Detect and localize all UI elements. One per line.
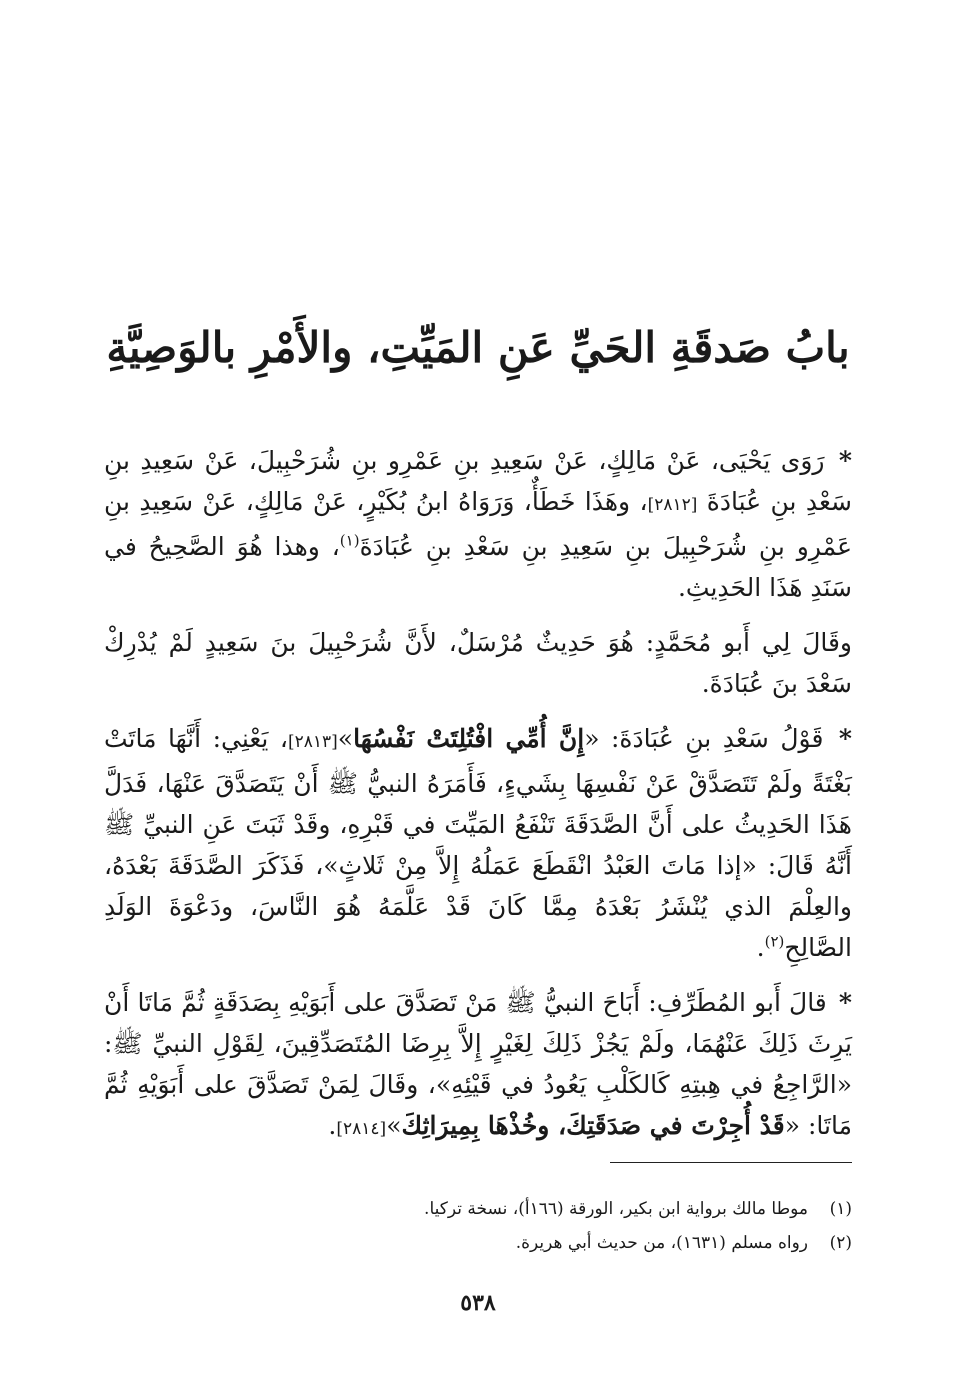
paragraph-text: وقَالَ لِي أَبو مُحَمَّدٍ: هُوَ حَدِيثٌ مُرْسَلٌ، لأَنَّ شُرَحْبِيلَ بنَ سَعِيدٍ لَمْ يُدْرِكْ سَعْدَ بنَ عُبَادَةَ.: [104, 628, 852, 698]
paragraph-text: ، وهذا هُوَ الصَّحِيحُ في سَنَدِ هَذَا الحَدِيثِ.: [104, 532, 852, 602]
paragraph-1: [104, 440, 852, 608]
footnotes: [104, 1192, 852, 1260]
paragraph-text: .: [756, 933, 765, 962]
body-text: [104, 440, 852, 1164]
paragraph-2: [104, 622, 852, 704]
footnote-marker[interactable]: (٢): [764, 932, 785, 951]
footnote-text: رواه مسلم (١٦٣١)، من حديث أبي هريرة.: [515, 1233, 808, 1253]
paragraph-marker: *: [838, 988, 852, 1017]
paragraph-text: ، وهَذَا خَطَأٌ، وَرَوَاهُ ابنُ بُكَيْرٍ، عَنْ مَالِكٍ، عَنْ سَعِيدِ بنِ عَمْرِو بنِ شُرَحْبِيلَ بنِ سَعِيدِ بنِ سَعْدِ بنِ عُبَادَةَ: [104, 487, 852, 561]
footnote-divider: [610, 1162, 852, 1163]
footnote-number: (٢): [829, 1233, 852, 1253]
hadith-quote: قَدْ أُجِرْتَ في صَدَقَتِكَ، وخُذْهَا بِمِيرَاثِكَ: [401, 1111, 785, 1140]
paragraph-marker: *: [838, 446, 852, 475]
chapter-title: بابُ صَدقَةِ الحَيِّ عَنِ المَيِّتِ، والأَمْرِ بالوَصِيَّةِ: [106, 323, 850, 372]
hadith-reference: [٢٨١٢]: [647, 495, 698, 515]
paragraph-text: قَوْلُ سَعْدِ بنِ عُبَادَةَ: «: [584, 724, 824, 753]
footnote-2: [104, 1226, 852, 1260]
paragraph-marker: *: [838, 724, 852, 753]
page-number: ٥٣٨: [460, 1290, 496, 1316]
paragraph-text: ، يَعْنِي: أَنَّهَا مَاتَتْ بَغْتَةً ولَمْ تَتَصَدَّقْ عَنْ نَفْسِهَا بِشَيءٍ، فَأَمَرَهُ النبيُّ ﷺ أَنْ يَتَصَدَّقَ عَنْهَا، فَدَلَّ هَذَا الحَدِيثُ على أَنَّ الصَّدَقَةَ تَنْفَعُ المَيِّتَ في قَبْرِهِ، وقَدْ ثَبَتَ عَنِ النبيِّ ﷺ أَنَّهُ قَالَ: «إذا مَاتَ العَبْدُ انْقَطَعَ عَمَلُهُ إِلاَّ مِنْ ثَلاثٍ»، فَذَكَرَ الصَّدَقَةَ بَعْدَهُ، والعِلْمَ الذي يُنْشَرُ بَعْدَهُ مِمَّا كَانَ قَدْ عَلَّمَهُ هُوَ النَّاسَ، ودَعْوَةَ الوَلَدِ الصَّالِحِ: [104, 724, 852, 962]
paragraph-text: .: [328, 1111, 337, 1140]
footnote-number: (١): [829, 1199, 852, 1219]
paragraph-3: [104, 718, 852, 968]
quote-close: »: [337, 724, 354, 753]
footnote-text: موطا مالك برواية ابن بكير، الورقة (١٦٦أ)، نسخة تركيا.: [424, 1199, 808, 1219]
hadith-quote: إِنَّ أُمِّي افْتُلِتَتْ نَفْسُهَا: [353, 724, 585, 753]
footnote-marker[interactable]: (١): [339, 531, 360, 550]
hadith-reference: [٢٨١٣]: [287, 732, 338, 752]
paragraph-4: [104, 982, 852, 1150]
hadith-reference: [٢٨١٤]: [336, 1119, 387, 1139]
paragraph-text: رَوَى يَحْيَى، عَنْ مَالِكٍ، عَنْ سَعِيدِ بنِ عَمْرِو بنِ شُرَحْبِيلَ، عَنْ سَعِيدِ بنِ سَعْدِ بنِ عُبَادَةَ: [104, 446, 852, 516]
quote-close: »: [386, 1111, 402, 1140]
paragraph-text: قالَ أَبو المُطَرِّفِ: أَبَاحَ النبيُّ ﷺ مَنْ تَصَدَّقَ على أَبَوَيْهِ بِصَدَقَةٍ ثُمَّ مَاتَا أَنْ يَرِثَ ذَلِكَ عَنْهُمَا، ولَمْ يَجُزْ ذَلِكَ لِغَيْرٍ إِلاَّ بِرِضَا المُتَصَدِّقِينَ، لِقَوْلِ النبيِّ ﷺ: «الرَّاجِعُ في هِبتِهِ كَالكَلْبِ يَعُودُ في قَيْئِهِ»، وقَالَ لِمَنْ تَصَدَّقَ على أَبَوَيْهِ ثُمَّ مَاتَا: «: [104, 988, 852, 1140]
footnote-1: [104, 1192, 852, 1226]
